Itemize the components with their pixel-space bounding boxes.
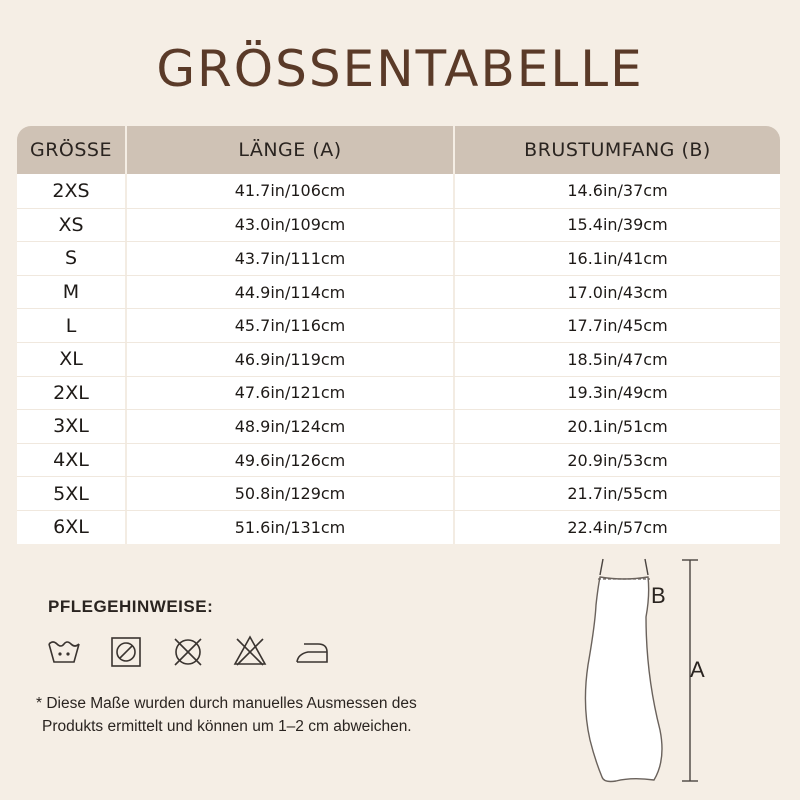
size-table xyxy=(17,126,780,544)
care-icons xyxy=(46,630,356,670)
cell-size: S xyxy=(64,247,78,270)
cell-bust: 18.5in/47cm xyxy=(567,349,668,369)
cell-bust: 20.1in/51cm xyxy=(567,416,668,436)
cell-size: XL xyxy=(59,348,83,371)
measurement-note xyxy=(36,692,536,738)
cell-length: 48.9in/124cm xyxy=(234,416,346,436)
table-header xyxy=(17,126,780,174)
cell-size: 4XL xyxy=(53,449,89,472)
table-row xyxy=(17,376,780,410)
wash-30-icon xyxy=(46,630,82,670)
cell-size: L xyxy=(65,314,77,337)
cell-bust: 17.7in/45cm xyxy=(567,316,668,336)
cell-bust: 17.0in/43cm xyxy=(567,282,668,302)
table-row xyxy=(17,208,780,242)
cell-length: 50.8in/129cm xyxy=(234,484,346,504)
cell-size: 3XL xyxy=(53,415,89,438)
cell-size: XS xyxy=(58,213,84,236)
label-a: A xyxy=(690,657,705,682)
cell-size: 2XL xyxy=(53,381,89,404)
cell-bust: 15.4in/39cm xyxy=(567,215,668,235)
label-b: B xyxy=(651,583,666,608)
table-row xyxy=(17,275,780,309)
no-bleach-icon xyxy=(232,630,268,670)
right-strap xyxy=(645,559,648,575)
no-dry-clean-icon xyxy=(170,630,206,670)
cell-length: 49.6in/126cm xyxy=(234,450,346,470)
note-line-2: Produkts ermittelt und können um 1–2 cm abweichen. xyxy=(42,718,412,735)
cell-length: 44.9in/114cm xyxy=(234,282,346,302)
iron-low-icon xyxy=(294,630,330,670)
table-row xyxy=(17,510,780,544)
header-size: GRÖSSE xyxy=(29,139,112,161)
care-title: PFLEGEHINWEISE: xyxy=(48,597,214,616)
table-row xyxy=(17,342,780,376)
cell-length: 51.6in/131cm xyxy=(234,517,346,537)
table-row xyxy=(17,308,780,342)
table-row xyxy=(17,241,780,275)
cell-length: 41.7in/106cm xyxy=(234,181,346,201)
cell-size: M xyxy=(62,281,80,304)
cell-bust: 22.4in/57cm xyxy=(567,517,668,537)
table-row xyxy=(17,476,780,510)
cell-length: 45.7in/116cm xyxy=(234,316,346,336)
no-tumble-dry-icon xyxy=(108,630,144,670)
cell-length: 43.0in/109cm xyxy=(234,215,346,235)
cell-bust: 21.7in/55cm xyxy=(567,484,668,504)
table-row xyxy=(17,174,780,208)
table-row xyxy=(17,409,780,443)
cell-size: 2XS xyxy=(52,179,90,202)
table-body xyxy=(17,174,780,544)
cell-bust: 19.3in/49cm xyxy=(567,383,668,403)
table-row xyxy=(17,443,780,477)
cell-bust: 16.1in/41cm xyxy=(567,248,668,268)
cell-length: 43.7in/111cm xyxy=(234,248,346,268)
header-length: LÄNGE (A) xyxy=(238,139,342,161)
cell-length: 46.9in/119cm xyxy=(234,349,346,369)
cell-bust: 20.9in/53cm xyxy=(567,450,668,470)
cell-size: 5XL xyxy=(53,482,89,505)
note-line-1: * Diese Maße wurden durch manuelles Ausmessen des xyxy=(36,695,417,712)
left-strap xyxy=(600,559,603,575)
header-bust: BRUSTUMFANG (B) xyxy=(524,139,711,161)
page-title: GRÖSSENTABELLE xyxy=(156,40,644,98)
cell-length: 47.6in/121cm xyxy=(234,383,346,403)
cell-size: 6XL xyxy=(53,516,89,539)
cell-bust: 14.6in/37cm xyxy=(567,181,668,201)
